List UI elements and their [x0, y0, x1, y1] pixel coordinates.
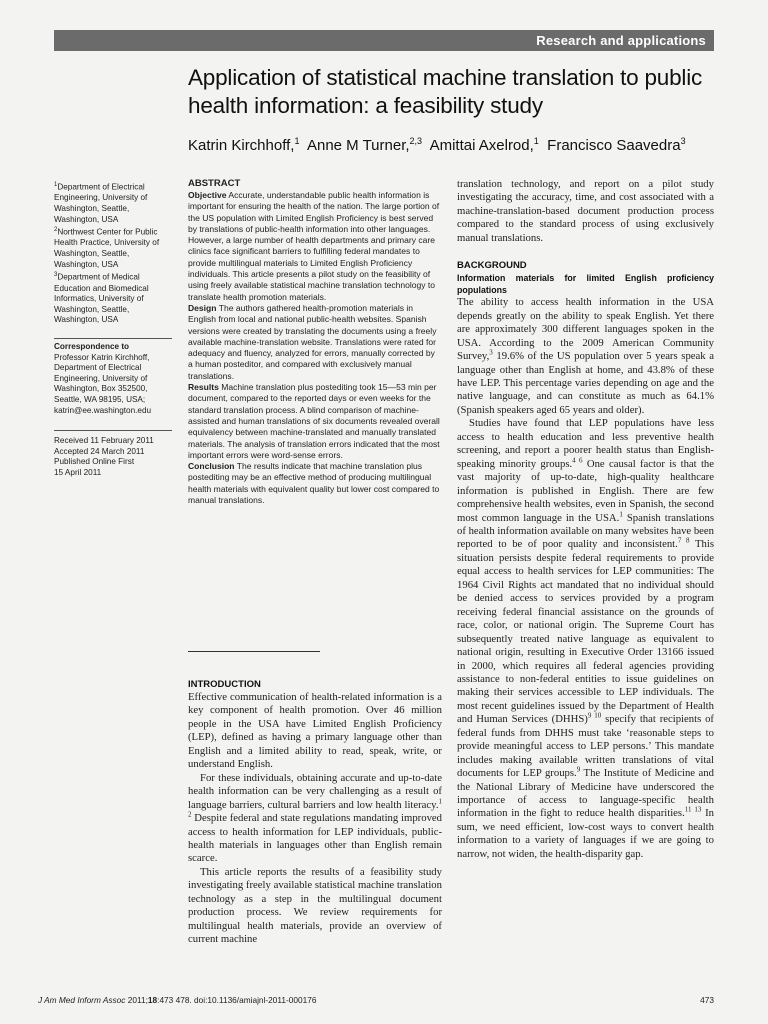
abstract-divider — [188, 651, 320, 652]
affiliation-text: Department of Electrical Engineering, University of Washington, Seattle, Washington, USA — [54, 182, 148, 224]
text-run: For these individuals, obtaining accurate and up-to-date health information can be very challenging as a result of language barriers, cultural barriers and low health literacy. — [188, 771, 442, 811]
affiliation-text: Department of Medical Education and Biomedical Informatics, University of Washington, Seattle, Washington, USA — [54, 272, 149, 325]
paragraph: Effective communication of health-related information is a key component of health promotion. Over 46 million people in the USA have Limited English Proficiency (LEP), defined as having a primary language other than English and a limited ability to read, speak, write, or understand English. — [188, 691, 442, 771]
paragraph: This article reports the results of a feasibility study investigating freely available statistical machine translation technology as a step in the multilingual document production process. We review requirements for multilingual health materials, provide an overview of current machine — [188, 865, 442, 946]
design-text: The authors gathered health-promotion materials in English from local and national public-health websites. Spanish versions were created by translating the documents using a freely available machine-translation website. Translations were rated for adequacy and fluency, analyzed for errors, manually corrected by a human posteditor, and compared with exclusively manual translations. — [188, 302, 437, 381]
sidebar-divider — [54, 430, 172, 431]
author-name: Katrin Kirchhoff, — [188, 137, 295, 154]
text-run: Spanish translations of health information available on many websites have been reported to be of poor quality and inconsistent. — [457, 511, 715, 551]
affiliation — [54, 270, 174, 326]
author-affiliation-mark: 1 — [533, 136, 539, 146]
paragraph — [457, 417, 714, 861]
article-dates — [54, 436, 174, 478]
author-list — [188, 136, 728, 154]
author-name: Francisco Saavedra — [547, 137, 681, 154]
right-column — [457, 178, 714, 861]
abstract-conclusion — [188, 461, 440, 506]
results-label: Results — [188, 382, 219, 393]
paragraph-continued: translation technology, and report on a pilot study investigating the accuracy, time, and cost associated with a machine-translation-based document production process compared to the standard process of using exclusively manual translations. — [457, 178, 714, 244]
design-label: Design — [188, 302, 217, 313]
conclusion-label: Conclusion — [188, 461, 235, 472]
citation: 7 8 — [677, 536, 690, 545]
citation: 11 13 — [684, 805, 702, 814]
text-run: The ability to access health information in the USA depends greatly on the ability to speak English. Yet there are approximately 300 different languages spoken in the USA. According to the 2009 American Community Survey, — [457, 296, 714, 363]
introduction-section — [188, 678, 442, 947]
author-name: Anne M Turner, — [306, 137, 410, 154]
sidebar-divider — [54, 338, 172, 339]
journal-year: 2011; — [125, 995, 148, 1005]
text-run: The Institute of Medicine and the National Library of Medicine have underscored the importance of access to language-specific health information in the fight to reduce health disparities. — [457, 767, 714, 820]
affiliation-number: 2 — [54, 227, 58, 234]
author-affiliation-mark: 2,3 — [409, 136, 423, 146]
spacer — [457, 245, 714, 259]
journal-name: J Am Med Inform Assoc — [38, 995, 126, 1005]
text-run: Studies have found that LEP populations have less access to health education and less preventive health screening, and report a poorer health status than English-speaking minority groups. — [457, 417, 714, 470]
author-affiliation-mark: 1 — [294, 136, 300, 146]
abstract-results — [188, 382, 440, 461]
citation: 9 10 — [587, 711, 602, 720]
introduction-heading: INTRODUCTION — [188, 679, 261, 690]
results-text: Machine translation plus postediting took 15—53 min per document, compared to the reported days or even weeks for the standard translation process. A blind comparison of machine-assisted and human translations of six documents revealed overall equivalency between machine-translated and manually translated materials. The analysis of translation errors indicated that the most important errors were word-sense errors. — [188, 382, 440, 460]
section-banner: Research and applications — [54, 30, 714, 51]
affiliations — [54, 180, 174, 326]
abstract-heading: ABSTRACT — [188, 178, 241, 189]
text-run: This situation persists despite federal requirements to provide equal access to health services for LEP communities: The 1964 Civil Rights act mandated that no individual should be denied access to services provided by a program receiving federal financial assistance on the grounds of race, color, or national origin. The Supreme Court has subsequently treated native language as equivalent to national origin, resulting in Executive Order 13166 issued in 2000, which requires all federal agencies providing assistance to non-federal entities to issue guidelines on making their services accessible to LEP individuals. The most recent guidelines issued by the Department of Health and Human Services (DHHS) — [457, 538, 714, 726]
journal-volume: 18 — [147, 995, 158, 1005]
date-accepted: Accepted 24 March 2011 — [54, 446, 145, 456]
abstract — [188, 178, 440, 506]
affiliation-text: Northwest Center for Public Health Practice, University of Washington, Seattle, Washington, USA — [54, 227, 160, 269]
author-name: Amittai Axelrod, — [429, 137, 534, 154]
correspondence — [54, 342, 174, 416]
affiliation — [54, 180, 174, 225]
conclusion-text: The results indicate that machine translation plus postediting may be an effective method of producing multilingual health materials with equivalent quality but lower cost compared to manual translations. — [188, 461, 440, 506]
citation: 3 — [489, 348, 493, 357]
paragraph — [457, 296, 714, 417]
citation: 1 — [619, 509, 623, 518]
text-run: In sum, we need efficient, low-cost ways to convert health information to a variety of languages if we are going to narrow, not widen, the health-disparity gap. — [457, 807, 714, 860]
date-published: Published Online First — [54, 457, 135, 467]
objective-label: Objective — [188, 190, 227, 200]
date-published-date: 15 April 2011 — [54, 467, 102, 477]
text-run: specify that recipients of federal funds from DHHS must take ‘reasonable steps to provide meaningful access to LEP persons.’ This mandate includes making available written translations of vital documents for LEP groups. — [457, 713, 714, 780]
text-run: 19.6% of the US population over 5 years speak a language other than English at home, and 43.8% of these have LEP. This percentage varies depending on age and the native language, and can constitute as much as 64.1% (Spanish speakers aged 65 years and older). — [457, 350, 714, 416]
correspondence-text: Professor Katrin Kirchhoff, Department of Electrical Engineering, University of Washington, Box 352500, Seattle, WA 98195, USA; katrin@ee.washington.edu — [54, 352, 152, 415]
affiliation-number: 3 — [54, 272, 58, 279]
date-received: Received 11 February 2011 — [54, 436, 154, 445]
article-title: Application of statistical machine translation to public health information: a feasibility study — [188, 65, 703, 118]
background-heading: BACKGROUND — [457, 260, 527, 272]
citation: 4 6 — [572, 456, 583, 465]
text-run: One causal factor is that the vast majority of up-to-date, high-quality healthcare information is published in English. There are few comprehensive health websites, even in Spanish, the second most common language in the USA. — [457, 457, 715, 524]
abstract-objective — [188, 190, 440, 303]
citation: 1 2 — [188, 797, 442, 819]
affiliation-number: 1 — [54, 182, 58, 188]
affiliation — [54, 225, 174, 270]
page-number: 473 — [700, 995, 714, 1005]
background-subheading: Information materials for limited English proficiency populations — [457, 273, 714, 296]
abstract-design — [188, 303, 440, 382]
paragraph — [188, 772, 442, 866]
journal-pages-doi: :473 478. doi:10.1136/amiajnl-2011-000176 — [157, 995, 317, 1005]
citation: 9 — [576, 765, 581, 774]
author-affiliation-mark: 3 — [680, 136, 686, 146]
objective-text: Accurate, understandable public health information is important for ensuring the health of the nation. The large portion of the US population with Limited English Proficiency is best served by translations of public-health information into other languages. However, a large number of health departments and primary care clinics face significant barriers to fulfilling federal mandates to provide multilingual materials to Limited English Proficiency individuals. This article presents a pilot study on the feasibility of using freely available statistical machine translation technology to translate health promotion materials. — [188, 190, 440, 302]
text-run: Despite federal and state regulations mandating improved access to health information for LEP individuals, public-health materials in languages other than English remain scarce. — [188, 812, 442, 865]
correspondence-label: Correspondence to — [54, 342, 130, 351]
journal-citation — [38, 995, 316, 1005]
